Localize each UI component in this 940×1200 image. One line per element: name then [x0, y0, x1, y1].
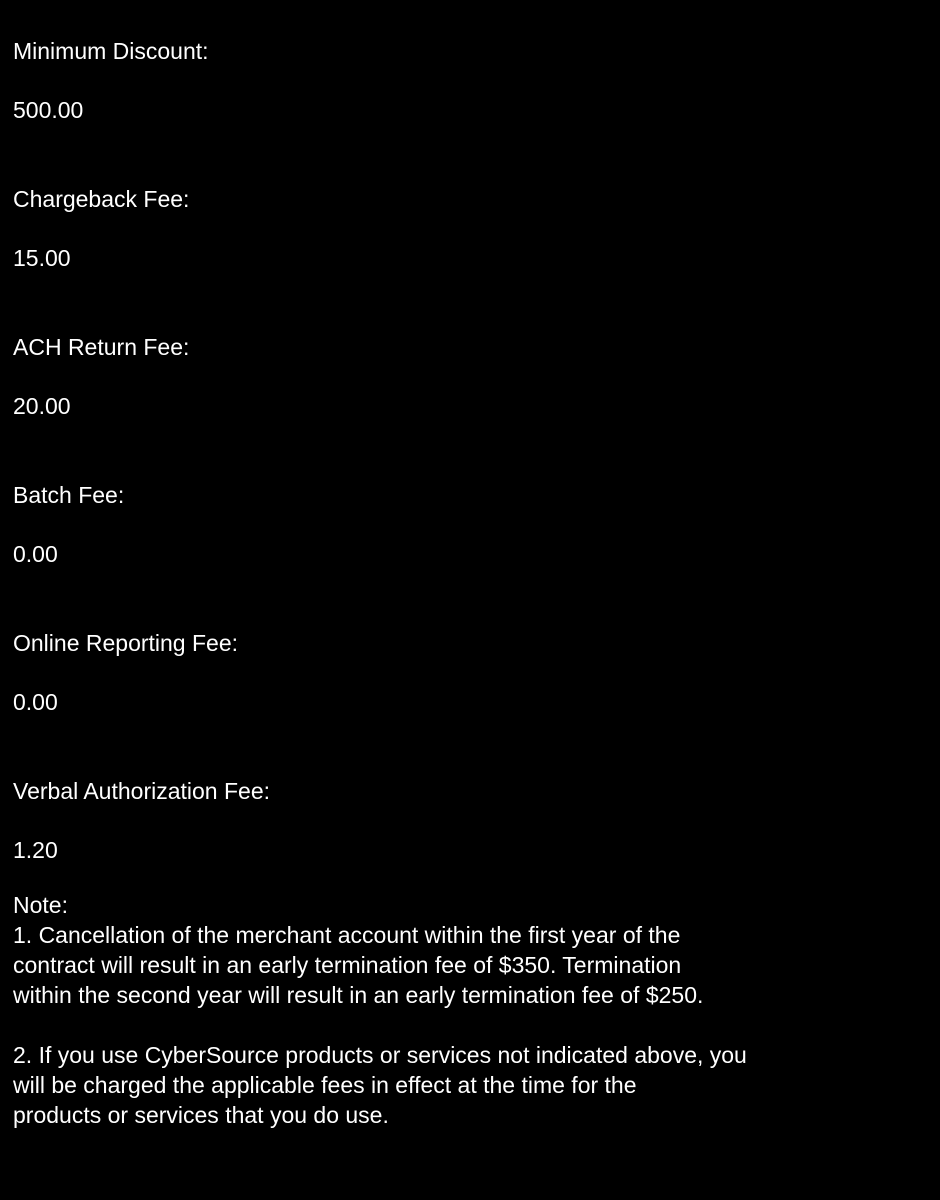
fee-verbal-authorization — [13, 740, 913, 888]
note-item-termination: 1. Cancellation of the merchant account within the first year of the contract will result in an early termination fee of $350. Termination within the second year will result in an early termination fee of $250. — [13, 922, 704, 1008]
fee-label: Chargeback Fee: — [13, 186, 190, 212]
fee-label: Minimum Discount: — [13, 38, 209, 64]
note-item-cybersource: 2. If you use CyberSource products or services not indicated above, you will be charged the applicable fees in effect at the time for the products or services that you do use. — [13, 1042, 747, 1128]
fee-label: Batch Fee: — [13, 482, 125, 508]
fee-minimum-discount — [13, 0, 913, 148]
fee-value: 20.00 — [13, 393, 71, 419]
fee-batch — [13, 444, 913, 592]
note-section — [13, 890, 913, 1130]
fee-label: Online Reporting Fee: — [13, 630, 239, 656]
fee-ach-return — [13, 296, 913, 444]
fee-value: 0.00 — [13, 689, 58, 715]
note-heading: Note: — [13, 892, 68, 918]
fee-schedule — [13, 0, 913, 1128]
fee-label: ACH Return Fee: — [13, 334, 190, 360]
fee-label: Verbal Authorization Fee: — [13, 778, 270, 804]
fee-value: 0.00 — [13, 541, 58, 567]
fee-value: 15.00 — [13, 245, 71, 271]
fee-value: 500.00 — [13, 97, 84, 123]
fee-online-reporting — [13, 592, 913, 740]
fee-chargeback — [13, 148, 913, 296]
fee-value: 1.20 — [13, 837, 58, 863]
note-spacer — [13, 1010, 913, 1040]
